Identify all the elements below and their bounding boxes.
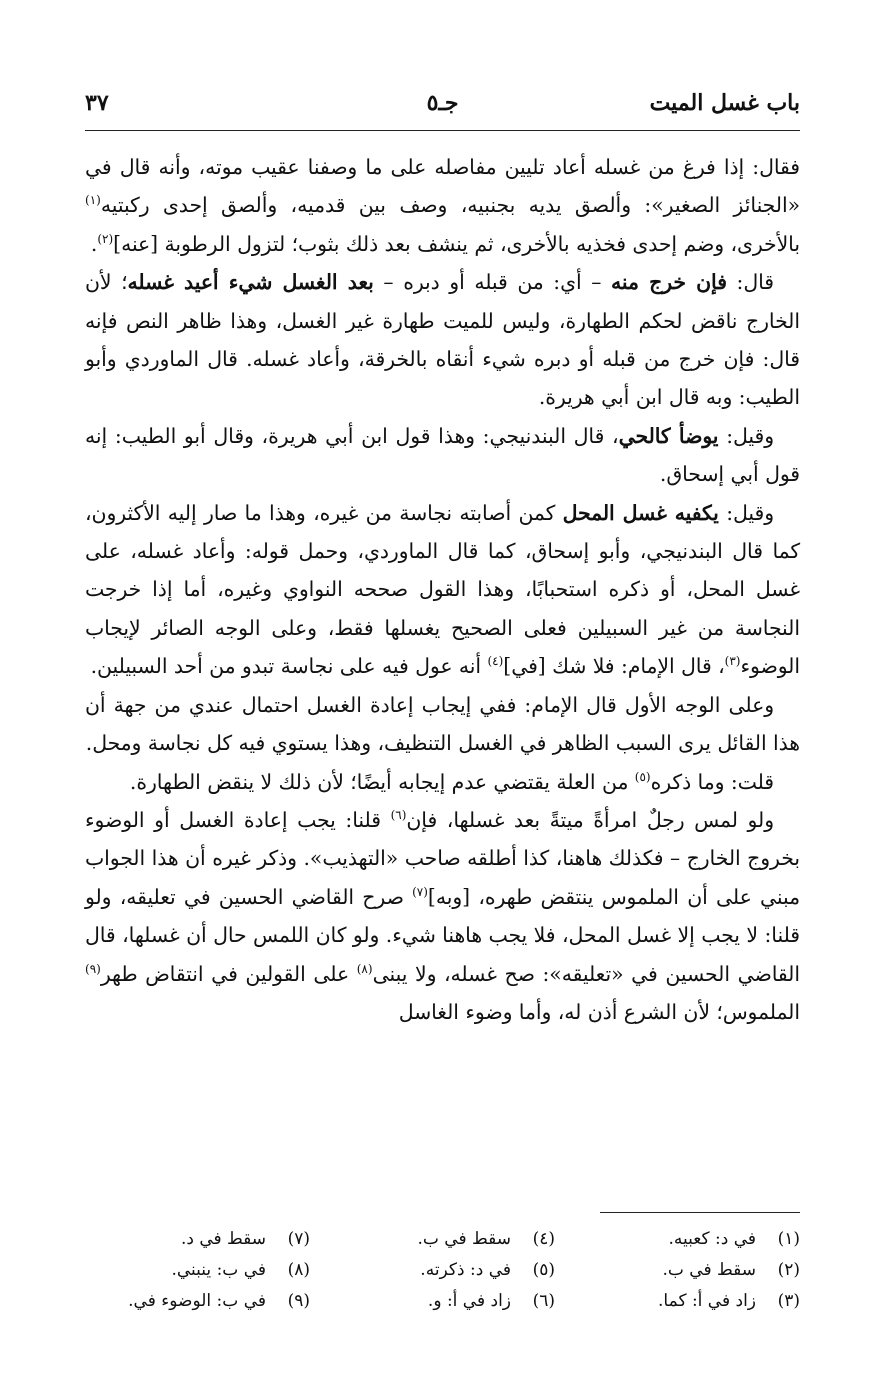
text-run: قلت: وما ذكره bbox=[650, 769, 774, 794]
footnote-rule bbox=[600, 1212, 800, 1213]
text-run: ، قال الإمام: فلا شك [في] bbox=[503, 654, 725, 679]
chapter-title: باب غسل الميت bbox=[649, 90, 800, 116]
footnote bbox=[570, 1255, 800, 1286]
footnote-number: (١) bbox=[777, 1229, 800, 1249]
footnote-number: (٩) bbox=[287, 1291, 310, 1311]
footnote-text: في ب: الوضوء في. bbox=[128, 1291, 266, 1311]
footnote-column bbox=[80, 1224, 310, 1317]
text-run: الملموس؛ لأن الشرع أذن له، وأما وضوء الغاسل bbox=[398, 999, 800, 1024]
bold-text-run: فإن خرج منه bbox=[611, 270, 727, 295]
text-run: أنه عول فيه على نجاسة تبدو من أحد السبيلين. bbox=[90, 654, 488, 679]
footnote-text: زاد في أ: و. bbox=[427, 1291, 511, 1311]
text-run: ؛ لأن الخارج ناقض لحكم الطهارة، وليس للميت طهارة غير الغسل، وهذا ظاهر النص فإنه قال: فإن خرج من قبله أو دبره شيء أنقاه بالخرقة، وأعاد غسله. قال الماوردي وأبو الطيب: وبه قال ابن أبي هريرة. bbox=[85, 270, 800, 410]
paragraph bbox=[85, 686, 800, 763]
page-header bbox=[85, 86, 800, 126]
text-run: صرح القاضي الحسين في تعليقه، ولو قلنا: لا يجب إلا غسل المحل، فلا يجب هاهنا شيء. ولو كان اللمس حال أن غسلها، قال القاضي الحسين في «تعليقه»: صح غسله، ولا يبنى bbox=[85, 884, 800, 986]
footnote-number: (٦) bbox=[532, 1291, 555, 1311]
text-run: قال: bbox=[726, 270, 774, 295]
bold-text-run: بعد الغسل شيء أعيد غسله bbox=[127, 270, 374, 295]
paragraph bbox=[85, 417, 800, 494]
text-run: وقيل: bbox=[718, 423, 774, 448]
footnote-number: (٥) bbox=[532, 1260, 555, 1280]
bold-text-run: يكفيه غسل المحل bbox=[562, 500, 719, 525]
text-run: من العلة يقتضي عدم إيجابه أيضًا؛ لأن ذلك لا ينقض الطهارة. bbox=[129, 769, 635, 794]
text-run: وقيل: bbox=[718, 500, 774, 525]
footnote-text: سقط في ب. bbox=[417, 1229, 511, 1249]
footnote-marker: (٣) bbox=[724, 654, 741, 669]
footnote-marker: (٦) bbox=[390, 808, 407, 823]
footnote-number: (٧) bbox=[287, 1229, 310, 1249]
footnote-marker: (٧) bbox=[412, 884, 428, 899]
text-run: . bbox=[90, 231, 98, 256]
footnote-column bbox=[325, 1224, 555, 1317]
footnote-marker: (١) bbox=[85, 193, 101, 208]
footnote-marker: (٢) bbox=[97, 232, 114, 247]
paragraph bbox=[85, 263, 800, 417]
footnote bbox=[80, 1255, 310, 1286]
page-number: ٣٧ bbox=[85, 90, 109, 116]
text-run: – أي: من قبله أو دبره – bbox=[373, 270, 612, 295]
footnote-marker: (٤) bbox=[487, 654, 504, 669]
footnote bbox=[325, 1286, 555, 1317]
footnote-text: زاد في أ: كما. bbox=[658, 1291, 756, 1311]
paragraph bbox=[85, 494, 800, 686]
footnote-text: في ب: ينبني. bbox=[171, 1260, 266, 1280]
footnote bbox=[570, 1286, 800, 1317]
text-run: وعلى الوجه الأول قال الإمام: ففي إيجاب إعادة الغسل احتمال عندي من جهة أن هذا القائل يرى السبب الظاهر في الغسل التنظيف، وهذا يستوي فيه كل نجاسة ومحل. bbox=[85, 692, 800, 756]
footnote-number: (٢) bbox=[777, 1260, 800, 1280]
footnote-number: (٣) bbox=[777, 1291, 800, 1311]
paragraph bbox=[85, 763, 800, 801]
footnote-column bbox=[570, 1224, 800, 1317]
paragraph bbox=[85, 148, 800, 263]
text-run: على القولين في انتقاض طهر bbox=[100, 961, 357, 986]
footnote bbox=[80, 1224, 310, 1255]
footnote-text: في د: ذكرته. bbox=[420, 1260, 511, 1280]
footnote-text: في د: كعبيه. bbox=[668, 1229, 756, 1249]
footnote bbox=[325, 1224, 555, 1255]
text-run: ، قال البندنيجي: وهذا قول ابن أبي هريرة، وقال أبو الطيب: إنه قول أبي إسحاق. bbox=[85, 423, 800, 487]
bold-text-run: يوضأ كالحي bbox=[618, 423, 719, 448]
footnote bbox=[570, 1224, 800, 1255]
paragraph bbox=[85, 801, 800, 1031]
footnote-number: (٨) bbox=[287, 1260, 310, 1280]
footnote-text: سقط في د. bbox=[180, 1229, 266, 1249]
text-run: فقال: إذا فرغ من غسله أعاد تليين مفاصله على ما وصفنا عقيب موته، وأنه قال في «الجنائز الصغير»: وألصق يديه بجنبيه، وصف بين قدميه، وألصق إحدى ركبتيه bbox=[85, 155, 800, 218]
footnote-text: سقط في ب. bbox=[662, 1260, 756, 1280]
text-run: بالأخرى، وضم إحدى فخذيه بالأخرى، ثم ينشف بعد ذلك بثوب؛ لتزول الرطوبة [عنه] bbox=[113, 231, 800, 256]
footnote bbox=[80, 1286, 310, 1317]
text-run: كمن أصابته نجاسة من غيره، وهذا ما صار إليه الأكثرون، كما قال البندنيجي، وأبو إسحاق، كما قال الماوردي، وحمل قوله: وأعاد غسله، على غسل المحل، أو ذكره استحبابًا، وهذا القول صححه النواوي وغيره، أما إذا خرجت النجاسة من غير السبيلين فعلى الصحيح يغسلها فقط، وعلى الوجه الصائر لإيجاب الوضوء bbox=[85, 500, 800, 679]
main-text bbox=[85, 148, 800, 1031]
footnote-marker: (٨) bbox=[356, 961, 373, 976]
text-run: ولو لمس رجلٌ امرأةً ميتةً بعد غسلها، فإن bbox=[406, 807, 774, 832]
header-rule bbox=[85, 130, 800, 131]
volume-number: جـ٥ bbox=[426, 90, 459, 116]
footnote-marker: (٥) bbox=[634, 769, 651, 784]
footnote-number: (٤) bbox=[532, 1229, 555, 1249]
text-run: قلنا: يجب إعادة الغسل أو الوضوء بخروج الخارج – فكذلك هاهنا، كذا أطلقه صاحب «التهذيب». وذكر غيره أن هذا الجواب مبني على أن الملموس ينتقض طهره، [وبه] bbox=[85, 807, 800, 909]
footnote-marker: (٩) bbox=[85, 961, 101, 976]
footnote bbox=[325, 1255, 555, 1286]
